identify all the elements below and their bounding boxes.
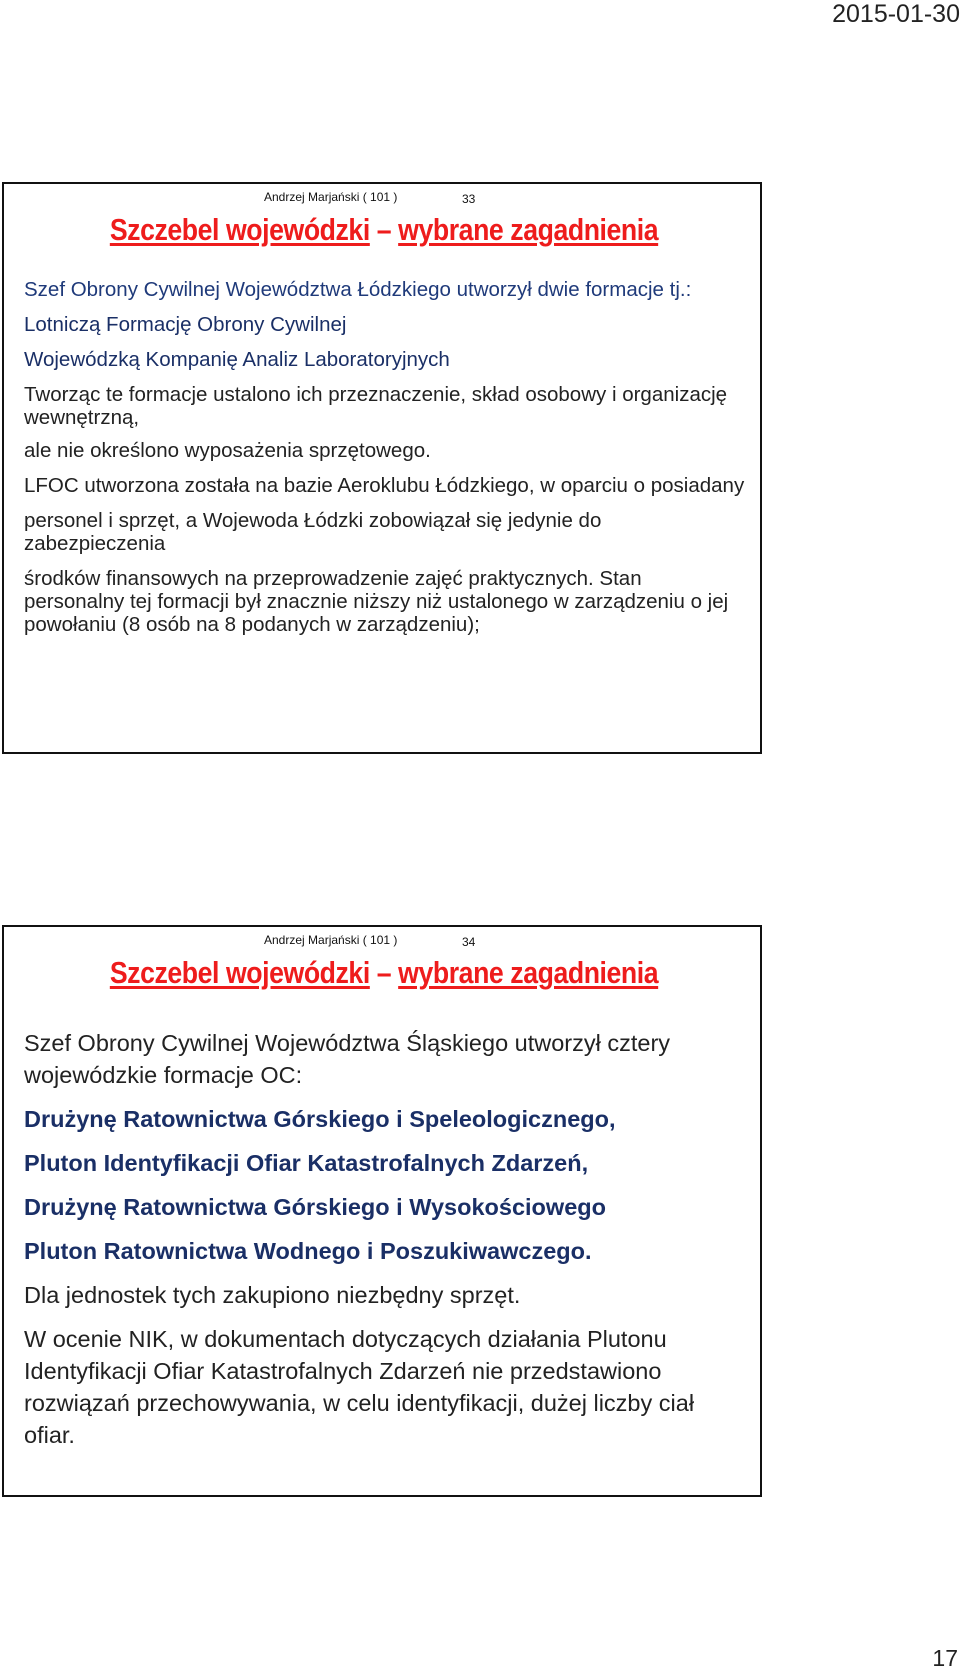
formation-item: Wojewódzką Kompanię Analiz Laboratoryjnych [24, 348, 450, 371]
title-dash: – [369, 955, 399, 990]
page-date: 2015-01-30 [832, 0, 960, 28]
slide-number: 33 [462, 192, 476, 206]
formation-item: Drużynę Ratownictwa Górskiego i Wysokościowego [24, 1194, 606, 1220]
page-number: 17 [932, 1645, 958, 1671]
formation-item: Lotniczą Formację Obrony Cywilnej [24, 313, 347, 336]
slide-body [24, 1027, 746, 1451]
paragraph: środków finansowych na przeprowadzenie zajęć praktycznych. Stan personalny tej formacji był znacznie niższy niż ustalonego w zarządzeniu o jej powołaniu (8 osób na 8 podanych w zarządzeniu); [24, 567, 729, 636]
formation-item: Pluton Identyfikacji Ofiar Katastrofalnych Zdarzeń, [24, 1150, 589, 1176]
formation-item: Drużynę Ratownictwa Górskiego i Speleologicznego, [24, 1106, 616, 1132]
paragraph: Dla jednostek tych zakupiono niezbędny sprzęt. [24, 1282, 521, 1308]
paragraph: W ocenie NIK, w dokumentach dotyczących działania Plutonu Identyfikacji Ofiar Katastrofalnych Zdarzeń nie przedstawiono rozwiązań przechowywania, w celu identyfikacji, dużej liczby ciał ofiar. [24, 1326, 695, 1448]
title-part-1: Szczebel wojewódzki [109, 955, 370, 990]
paragraph: Szef Obrony Cywilnej Województwa Śląskiego utworzył cztery wojewódzkie formacje OC: [24, 1030, 671, 1088]
slide-author: Andrzej Marjański ( 101 ) [264, 933, 398, 947]
title-part-3: wybrane zagadnienia [398, 212, 659, 247]
paragraph: ale nie określono wyposażenia sprzętowego. [24, 439, 431, 462]
paragraph: personel i sprzęt, a Wojewoda Łódzki zobowiązał się jedynie do zabezpieczenia [24, 509, 602, 555]
paragraph: Szef Obrony Cywilnej Województwa Łódzkiego utworzył dwie formacje tj.: [24, 278, 692, 301]
paragraph: LFOC utworzona została na bazie Aeroklubu Łódzkiego, w oparciu o posiadany [24, 474, 745, 497]
title-part-1: Szczebel wojewódzki [109, 212, 370, 247]
paragraph: Tworząc te formacje ustalono ich przeznaczenie, skład osobowy i organizację wewnętrzną, [24, 383, 728, 429]
slide-number: 34 [462, 935, 476, 949]
slide-34 [2, 925, 762, 1497]
title-part-3: wybrane zagadnienia [398, 955, 659, 990]
formation-item: Pluton Ratownictwa Wodnego i Poszukiwawczego. [24, 1238, 592, 1264]
slide-author: Andrzej Marjański ( 101 ) [264, 190, 398, 204]
slide-body [24, 278, 746, 636]
slide-title [57, 212, 711, 248]
slide-title [57, 955, 711, 991]
slide-33 [2, 182, 762, 754]
title-dash: – [369, 212, 399, 247]
